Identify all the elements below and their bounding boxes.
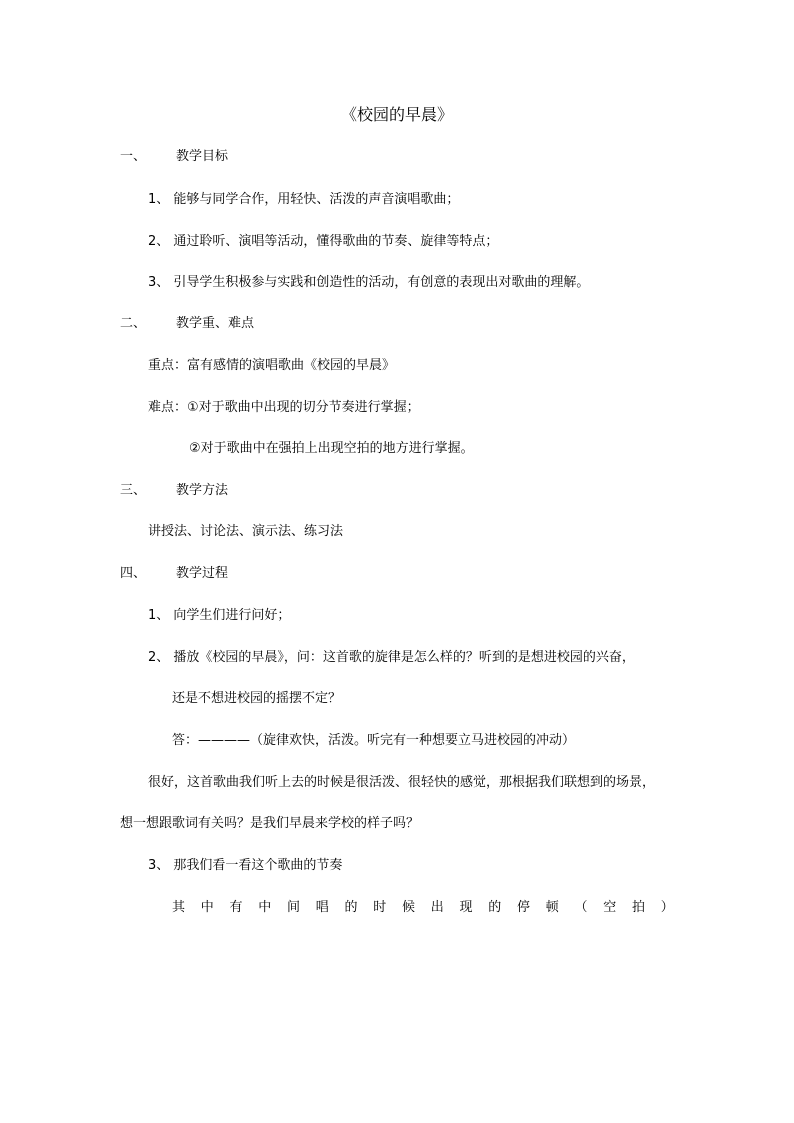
char: 停 [517,900,531,915]
section-title: 教学目标 [176,149,229,164]
char: 空 [603,900,617,915]
char: 有 [229,900,243,915]
list-item: 1、 能够与同学合作，用轻快、活泼的声音演唱歌曲； [148,192,460,207]
char: 现 [459,900,473,915]
char: 其 [172,900,186,915]
char: （ [574,900,588,915]
answer-line: 答：————（旋律欢快，活泼。听完有一种想要立马进校园的冲动） [172,733,576,748]
char: 间 [287,900,301,915]
char: 中 [200,900,214,915]
section-number: 二、 [120,316,147,331]
difficulty-point: ②对于歌曲中在强拍上出现空拍的地方进行掌握。 [189,441,474,456]
char: 中 [258,900,272,915]
process-step: 2、 播放《校园的早晨》，问：这首歌的旋律是怎么样的？听到的是想进校园的兴奋， [148,650,635,665]
char: 唱 [315,900,329,915]
method-list: 讲授法、讨论法、演示法、练习法 [148,524,344,539]
process-step: 1、 向学生们进行问好； [148,608,291,623]
section-title: 教学重、难点 [176,316,255,331]
justified-line [172,899,674,917]
section-number: 一、 [120,149,147,164]
section-number: 三、 [120,483,147,498]
process-step-continued: 还是不想进校园的摇摆不定？ [172,691,342,706]
document-title: 《校园的早晨》 [340,105,453,124]
section-title: 教学方法 [176,483,229,498]
difficulty-point: 难点：①对于歌曲中出现的切分节奏进行掌握； [148,400,420,415]
char: 候 [402,900,416,915]
char: 出 [430,900,444,915]
paragraph-line: 很好，这首歌曲我们听上去的时候是很活泼、很轻快的感觉，那根据我们联想到的场景， [148,775,656,790]
list-item: 3、 引导学生积极参与实践和创造性的活动，有创意的表现出对歌曲的理解。 [148,275,590,290]
list-item: 2、 通过聆听、演唱等活动，懂得歌曲的节奏、旋律等特点； [148,234,499,249]
key-point: 重点：富有感情的演唱歌曲《校园的早晨》 [148,358,396,373]
char: 时 [373,900,387,915]
char: 顿 [545,900,559,915]
char: ） [660,900,674,915]
section-title: 教学过程 [176,566,229,581]
char: 的 [488,900,502,915]
process-step: 3、 那我们看一看这个歌曲的节奏 [148,858,343,873]
paragraph-line: 想一想跟歌词有关吗？是我们早晨来学校的样子吗？ [120,816,420,831]
section-number: 四、 [120,566,147,581]
char: 拍 [632,900,646,915]
char: 的 [344,900,358,915]
